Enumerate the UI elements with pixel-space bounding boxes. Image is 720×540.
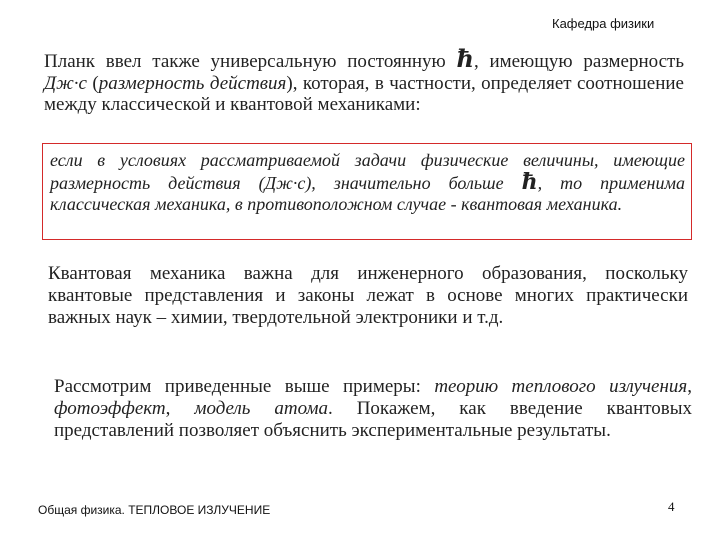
- planck-constant-symbol: ħ: [456, 44, 474, 73]
- para1-text-1: Планк ввел также универсальную постоянную: [44, 51, 457, 72]
- rule-hbar-symbol: ħ: [521, 168, 538, 195]
- rule-text: [50, 150, 685, 216]
- footer-course-title: Общая физика. ТЕПЛОВОЕ ИЗЛУЧЕНИЕ: [38, 503, 271, 517]
- quantum-importance-paragraph: Квантовая механика важна для инженерного образования, поскольку квантовые представления и законы лежат в основе многих практически важных наук – химии, твердотельной электроники и т.д.: [48, 263, 688, 328]
- para4-text-7: . Покажем, как введение квантовых представлений позволяет объяснить экспериментальные результаты.: [54, 398, 693, 441]
- para1-action-dimension: размерность действия: [98, 72, 287, 94]
- para4-text-1: Рассмотрим приведенные выше примеры:: [54, 376, 435, 397]
- planck-constant-paragraph: [44, 44, 684, 116]
- rule-text-1: если в условиях рассматриваемой задачи физические величины, имеющие размерность действия (Дж·с), значительно больше: [50, 150, 685, 193]
- para4-photoeffect: фотоэффект: [54, 398, 166, 419]
- page-number: 4: [668, 499, 675, 514]
- para1-text-6: ), которая, в частности, определяет соотношение между классической и квантовой механиками:: [44, 72, 684, 115]
- para4-thermal-radiation: теорию теплового излучения: [434, 376, 688, 397]
- para4-atom-model: модель атома: [194, 398, 328, 419]
- para4-text-5: ,: [165, 398, 195, 419]
- highlighted-rule-box: [42, 143, 692, 240]
- examples-paragraph: [54, 376, 692, 442]
- para1-unit: Дж·с: [44, 72, 87, 94]
- para1-text-2: , имеющую размерность: [473, 51, 684, 72]
- para4-text-3: ,: [687, 376, 692, 397]
- para1-text-4: (: [86, 72, 99, 94]
- rule-text-2: , то применима классическая механика, в противоположном случае - квантовая механика.: [50, 172, 685, 214]
- department-header: Кафедра физики: [552, 16, 655, 31]
